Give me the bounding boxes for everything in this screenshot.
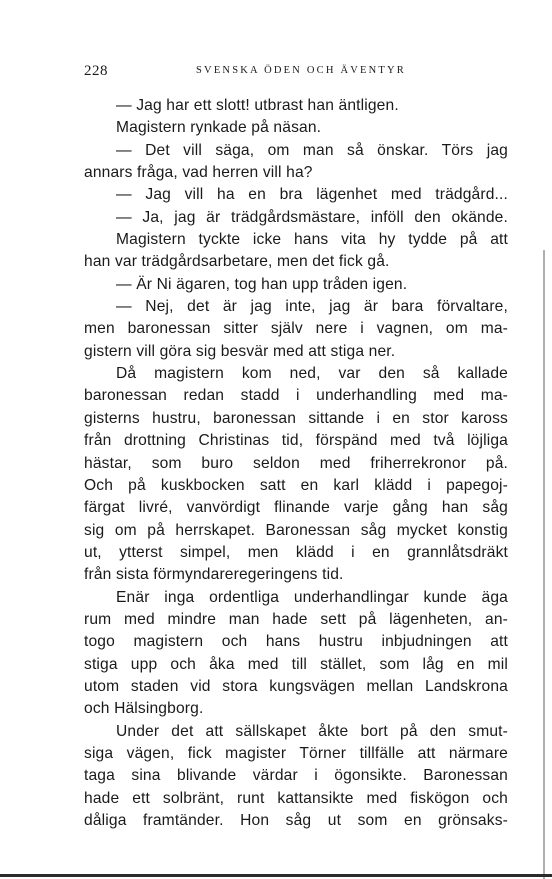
text-line: siga vägen, fick magister Törner tillfälle att närmare <box>84 744 508 762</box>
text-line: rum med mindre man hade sett på lägenheten, an- <box>84 610 508 628</box>
text-line: utom staden vid stora kungsvägen mellan Landskrona <box>84 677 508 695</box>
text-line: — Är Ni ägaren, tog han upp tråden igen. <box>116 275 408 293</box>
text-line: gistern vill göra sig besvär med att stiga ner. <box>84 342 396 360</box>
text-line: baronessan redan stadd i underhandling med ma- <box>84 387 508 405</box>
running-head: SVENSKA ÖDEN OCH ÄVENTYR <box>196 65 407 76</box>
text-line: — Nej, det är jag inte, jag är bara förvaltare, <box>116 298 508 316</box>
text-line: dåliga framtänder. Hon såg ut som en grönsaks- <box>84 812 508 829</box>
scan-bottom-border <box>0 874 552 877</box>
text-line: — Jag har ett slott! utbrast han äntligen. <box>116 97 399 114</box>
text-line: men baronessan sitter själv nere i vagnen, om ma- <box>84 320 508 338</box>
text-line: hade ett solbränt, runt kattansikte med fiskögon och <box>84 789 508 807</box>
text-line: taga sina blivande värdar i ögonsikte. Baronessan <box>84 767 508 785</box>
text-line: från sista förmyndareregeringens tid. <box>84 566 344 584</box>
text-line: gisterns hustru, baronessan sittande i en stor kaross <box>84 409 508 427</box>
text-line: — Jag vill ha en bra lägenhet med trädgård... <box>116 186 508 204</box>
text-line: annars fråga, vad herren vill ha? <box>84 164 313 182</box>
text-line: han var trädgårdsarbetare, men det fick gå. <box>84 253 390 271</box>
text-line: och Hälsingborg. <box>84 700 204 718</box>
text-line: Då magistern kom ned, var den så kallade <box>116 365 508 383</box>
text-line: togo magistern och hans hustru inbjudningen att <box>84 633 508 651</box>
text-line: Under det att sällskapet åkte bort på den smut- <box>116 722 508 740</box>
body-text <box>84 95 508 832</box>
text-line: Och på kuskbocken satt en karl klädd i papegoj- <box>84 476 508 494</box>
text-line: Enär inga ordentliga underhandlingar kunde äga <box>116 588 508 606</box>
text-line: färgat livré, vanvördigt flinande varje gång han såg <box>84 499 508 517</box>
text-line: från drottning Christinas tid, förspänd med två löjliga <box>84 432 508 450</box>
text-line: ut, ytterst simpel, men klädd i en grannlåtsdräkt <box>84 543 508 561</box>
text-line: hästar, som buro seldon med friherrekronor på. <box>84 454 508 472</box>
text-line: — Det vill säga, om man så önskar. Törs jag <box>116 141 508 159</box>
text-line: stiga upp och åka med till stället, som låg en mil <box>84 655 508 673</box>
text-line: Magistern tyckte icke hans vita hy tydde på att <box>116 231 508 249</box>
text-line: — Ja, jag är trädgårdsmästare, inföll den okände. <box>116 208 508 226</box>
page-number: 228 <box>84 63 108 79</box>
text-line: sig om på herrskapet. Baronessan såg mycket konstig <box>84 521 508 539</box>
text-line: Magistern rynkade på näsan. <box>116 119 322 137</box>
page-header <box>84 63 508 83</box>
page-edge-shadow <box>543 250 545 879</box>
